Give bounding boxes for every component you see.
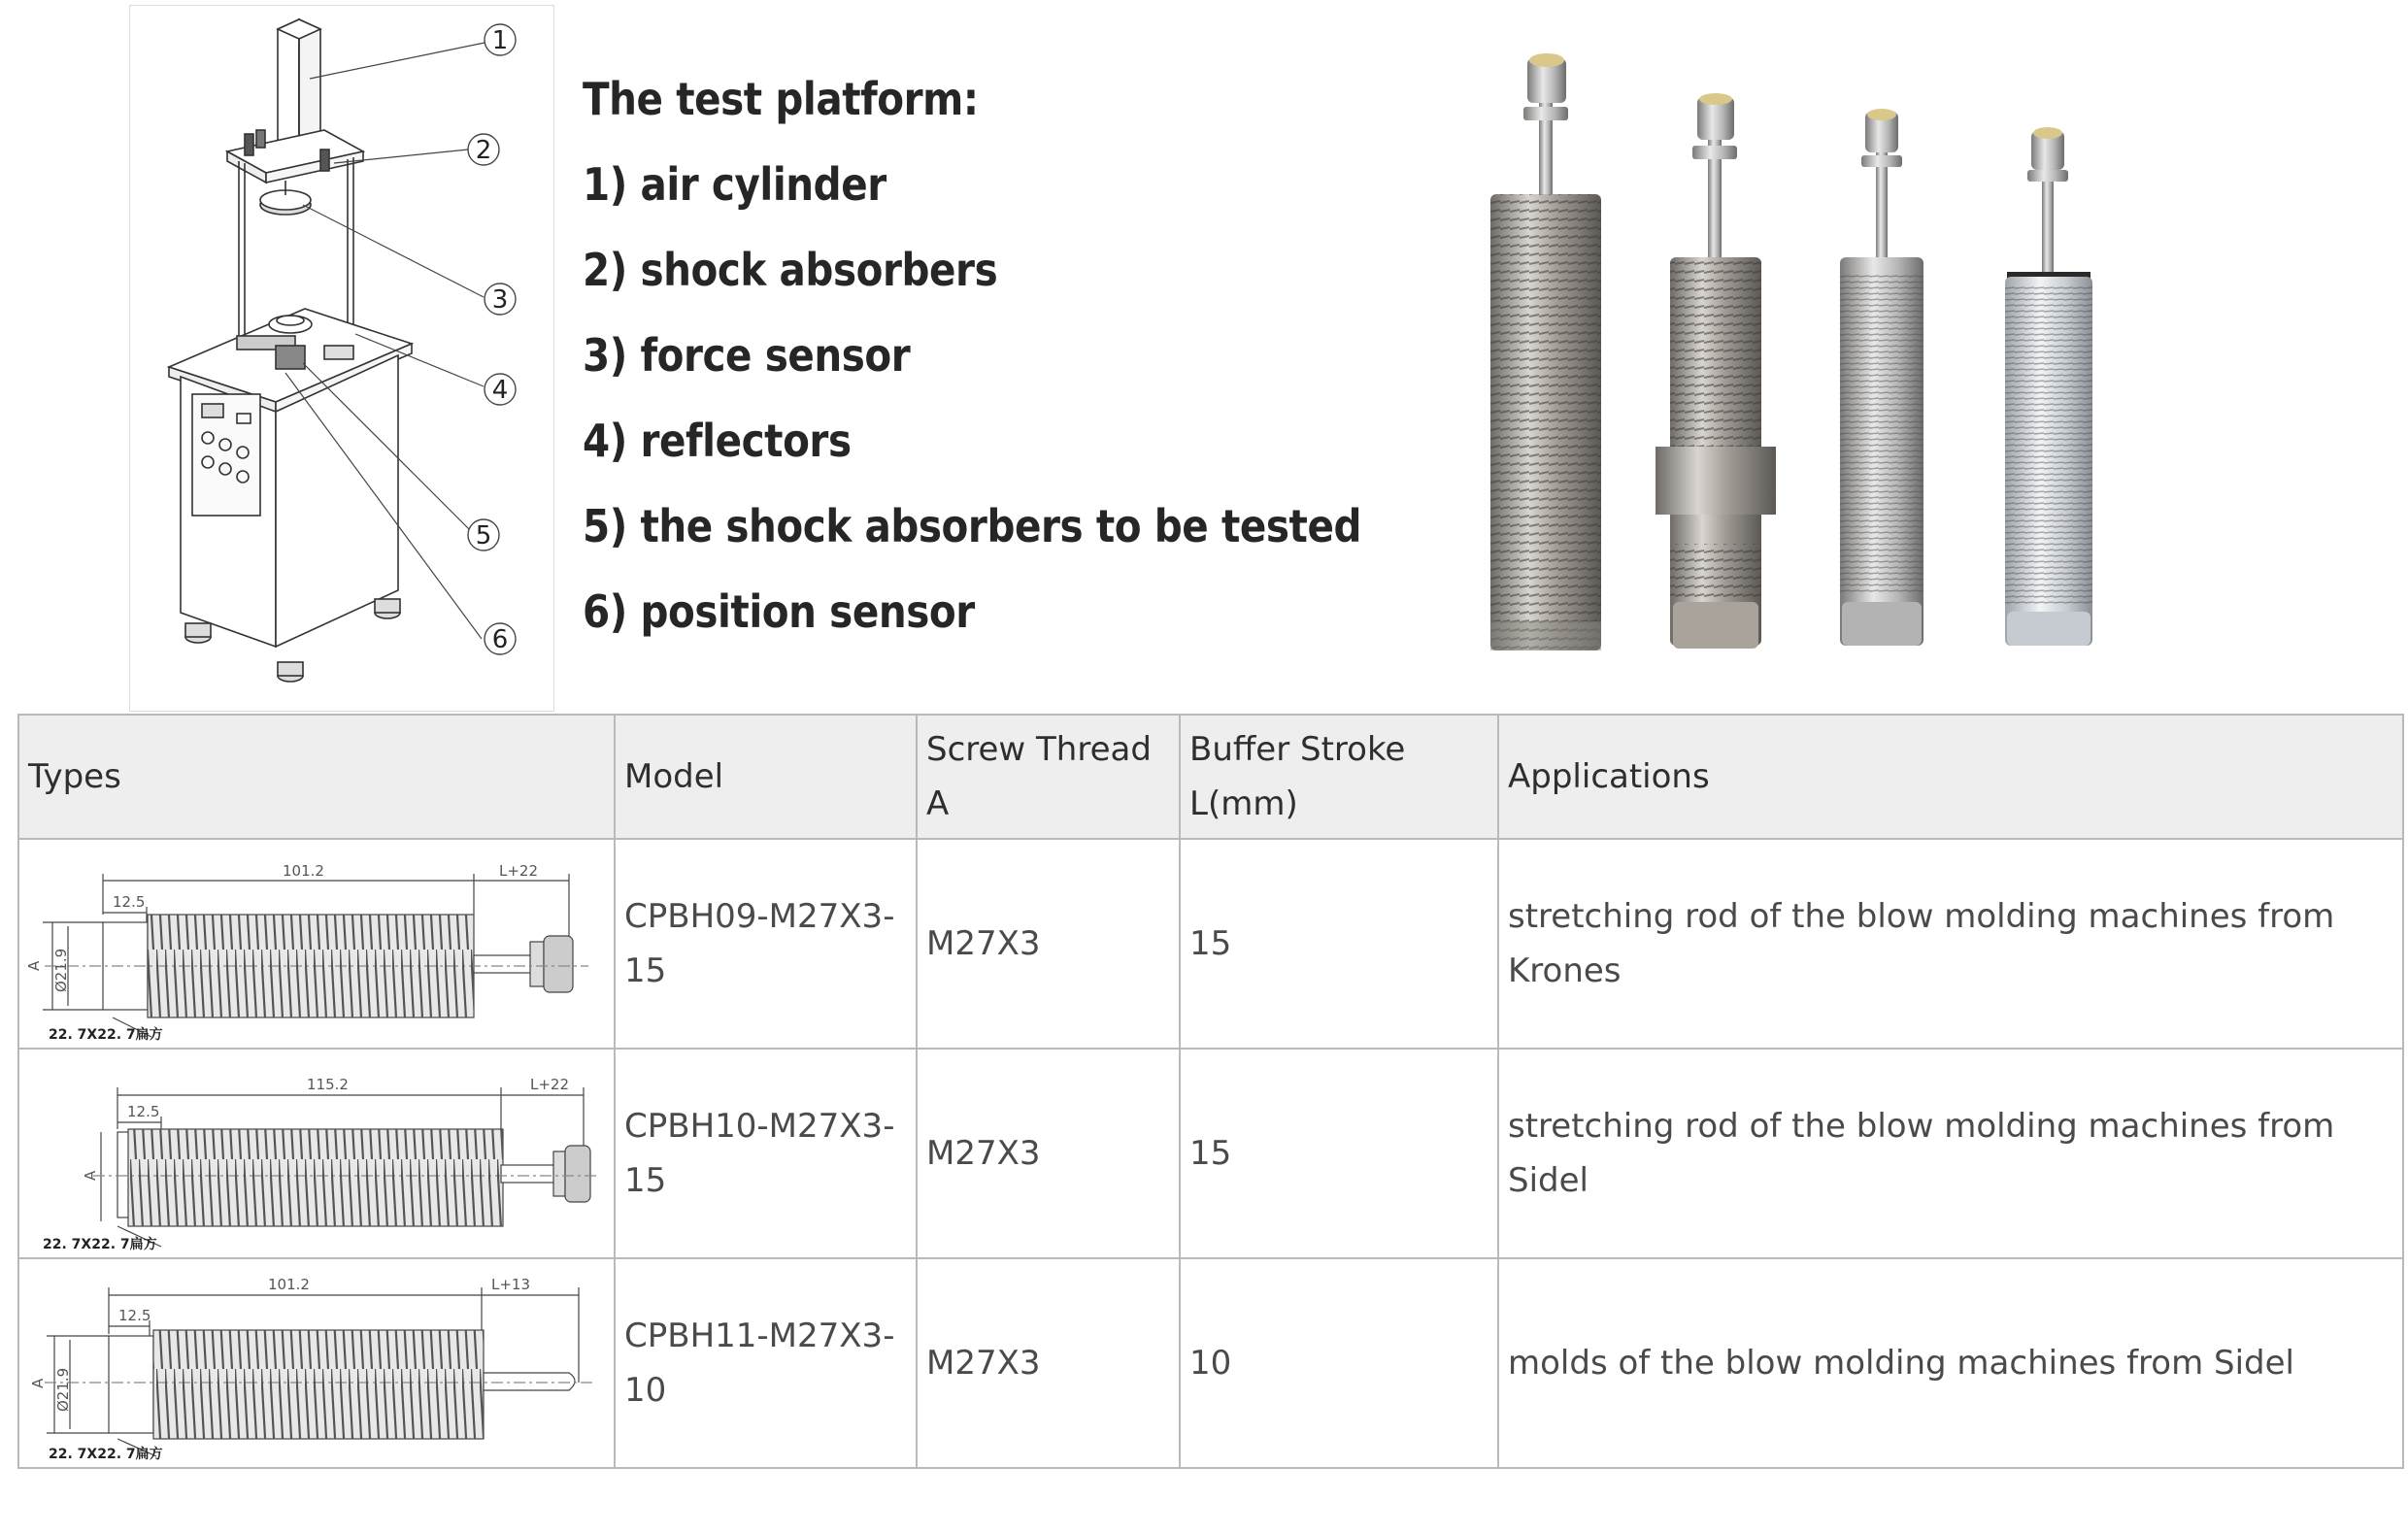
table-row — [18, 1049, 2403, 1258]
spec-table — [17, 714, 2404, 1469]
model-cell: CPBH09-M27X3- 15 — [615, 839, 917, 1049]
model-cell: CPBH11-M27X3- 10 — [615, 1258, 917, 1468]
shock-absorber-1 — [1490, 53, 1601, 650]
legend-item: 4) reflectors — [583, 415, 852, 467]
dim-thread-start: 12.5 — [127, 1103, 160, 1120]
dim-extension: L+13 — [491, 1276, 531, 1293]
dim-overall: 101.2 — [268, 1276, 310, 1293]
shock-absorber-2 — [1656, 93, 1776, 649]
applications-cell: molds of the blow molding machines from Sidel — [1498, 1258, 2403, 1468]
absorber-drawing-cpbh10 — [25, 1056, 608, 1251]
header-applications: Applications — [1498, 715, 2403, 839]
buffer-stroke-cell: 15 — [1180, 1049, 1498, 1258]
table-header-row — [18, 715, 2403, 839]
dim-overall: 115.2 — [307, 1076, 349, 1093]
dim-overall: 101.2 — [283, 862, 324, 880]
type-drawing-cell — [18, 1258, 615, 1468]
legend-title: The test platform: — [583, 73, 979, 125]
type-drawing-cell — [18, 839, 615, 1049]
shock-absorbers-photo — [1461, 39, 2228, 694]
type-drawing-cell — [18, 1049, 615, 1258]
applications-cell: stretching rod of the blow molding machines from Krones — [1498, 839, 2403, 1049]
screw-thread-cell: M27X3 — [917, 839, 1180, 1049]
platform-legend — [583, 56, 1418, 654]
screw-thread-cell: M27X3 — [917, 1049, 1180, 1258]
dim-flat: 22. 7X22. 7扁方 — [43, 1237, 157, 1251]
top-plate — [227, 130, 363, 183]
test-platform-diagram — [129, 5, 554, 712]
dim-side: A — [29, 1378, 47, 1388]
table-row — [18, 839, 2403, 1049]
legend-item: 3) force sensor — [583, 329, 911, 382]
dim-side: A — [82, 1170, 99, 1181]
force-sensor — [260, 181, 311, 215]
header-screw-thread: Screw Thread A — [917, 715, 1180, 839]
table-row — [18, 1258, 2403, 1468]
callout-1: 1 — [491, 26, 509, 55]
shock-absorber-4 — [2005, 127, 2092, 646]
header-types: Types — [18, 715, 615, 839]
legend-item: 2) shock absorbers — [583, 244, 998, 296]
dim-flat: 22. 7X22. 7扁方 — [49, 1447, 163, 1460]
callout-3: 3 — [491, 285, 509, 315]
callout-6: 6 — [491, 625, 509, 654]
dim-thread-start: 12.5 — [113, 893, 146, 911]
model-cell: CPBH10-M27X3- 15 — [615, 1049, 917, 1258]
header-model: Model — [615, 715, 917, 839]
callout-5: 5 — [475, 521, 492, 550]
dim-extension: L+22 — [530, 1076, 570, 1093]
buffer-stroke-cell: 10 — [1180, 1258, 1498, 1468]
applications-cell: stretching rod of the blow molding machines from Sidel — [1498, 1049, 2403, 1258]
dim-diameter: Ø21.9 — [54, 1367, 72, 1412]
buffer-stroke-cell: 15 — [1180, 839, 1498, 1049]
legend-item: 1) air cylinder — [583, 158, 886, 211]
callout-4: 4 — [491, 376, 509, 405]
dim-diameter: Ø21.9 — [52, 948, 70, 992]
shock-absorber-3 — [1840, 109, 1923, 646]
absorber-drawing-cpbh11 — [25, 1266, 608, 1460]
dim-extension: L+22 — [499, 862, 539, 880]
dim-flat: 22. 7X22. 7扁方 — [49, 1027, 163, 1041]
absorber-drawing-cpbh09 — [25, 847, 608, 1041]
legend-item: 5) the shock absorbers to be tested — [583, 500, 1362, 552]
dim-thread-start: 12.5 — [118, 1307, 151, 1324]
header-buffer-stroke: Buffer Stroke L(mm) — [1180, 715, 1498, 839]
legend-item: 6) position sensor — [583, 585, 975, 638]
dim-side: A — [25, 960, 43, 971]
callout-2: 2 — [475, 136, 492, 165]
screw-thread-cell: M27X3 — [917, 1258, 1180, 1468]
